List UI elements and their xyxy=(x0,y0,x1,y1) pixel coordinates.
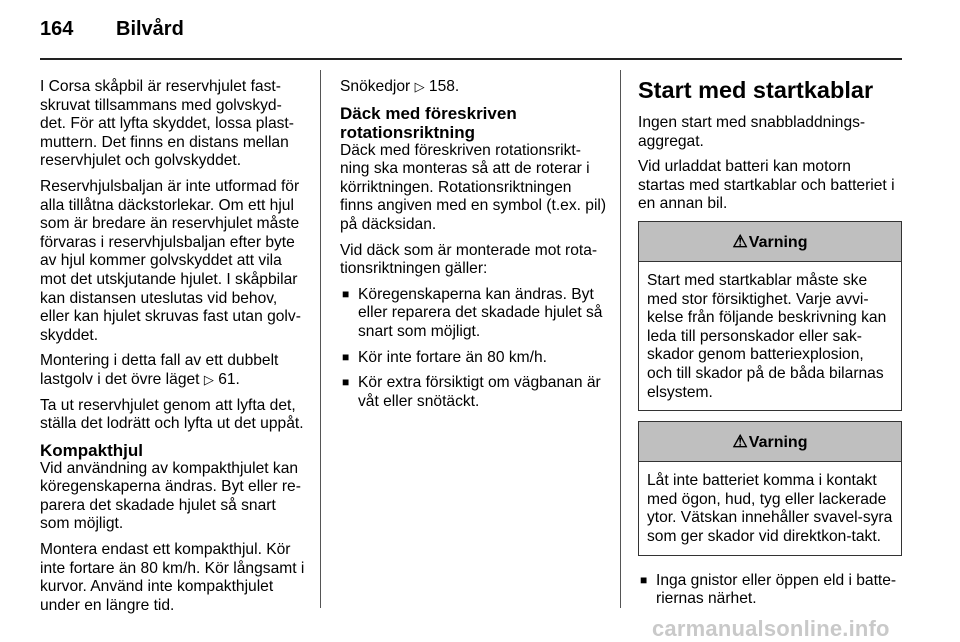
list-item xyxy=(340,349,608,368)
column-divider-2 xyxy=(620,70,621,608)
paragraph: Vid däck som är monterade mot rota-tionsriktningen gäller: xyxy=(340,241,598,278)
column-3 xyxy=(638,76,902,616)
bullet-icon: ■ xyxy=(342,286,350,301)
bullet-list xyxy=(340,286,608,412)
paragraph: Ingen start med snabbladdnings-aggregat. xyxy=(638,114,866,150)
warning-title: Varning xyxy=(748,434,808,452)
list-item xyxy=(340,374,608,411)
bullet-icon: ■ xyxy=(342,349,350,364)
column-2 xyxy=(340,78,608,418)
paragraph: Ta ut reservhjulet genom att lyfta det, ställa det lodrätt och lyfta ut det uppåt. xyxy=(40,396,304,433)
paragraph: I Corsa skåpbil är reservhjulet fast-skruvat tillsammans med golvskyd-det. För att lyfta skyddet, lossa plast-muttern. Det finns en distans mellan reservhjulet och golvskyddet. xyxy=(40,78,294,170)
watermark: carmanualsonline.info xyxy=(652,616,890,641)
warning-triangle-icon: ⚠ xyxy=(732,231,748,251)
list-item-text: Kör inte fortare än 80 km/h. xyxy=(358,348,547,366)
paragraph: Reservhjulsbaljan är inte utformad för alla tillåtna däckstorlekar. Om ett hjul som är bredare än reservhjulet måste förvaras i reservhjulsbaljan efter byte av hjul kommer golvskyddet att vila mot det utskjutande hjulet. I skåpbilar kan distansen uteslutas vid behov, eller kan hjulet skruvas fast utan golv-skyddet. xyxy=(40,177,301,344)
header-rule xyxy=(40,58,902,60)
column-divider-1 xyxy=(320,70,321,608)
warning-triangle-icon: ⚠ xyxy=(732,432,748,452)
warning-header xyxy=(639,422,901,462)
page-title: Bilvård xyxy=(116,18,184,40)
page-ref-link[interactable]: 61. xyxy=(218,370,240,388)
bullet-list xyxy=(638,572,902,609)
list-item xyxy=(340,286,608,342)
paragraph-text: Montering i detta fall av ett dubbelt lastgolv i det övre läget xyxy=(40,352,279,388)
list-item-text: Köregenskaperna kan ändras. Byt eller reparera det skadade hjulet så snart som möjligt. xyxy=(358,285,603,340)
paragraph: Montera endast ett kompakthjul. Kör inte fortare än 80 km/h. Kör långsamt i kurvor. Använd inte kompakthjulet under en längre tid. xyxy=(40,541,305,614)
warning-box xyxy=(638,421,902,555)
list-item-text: Kör extra försiktigt om vägbanan är våt eller snötäckt. xyxy=(358,374,601,410)
warning-body: Låt inte batteriet komma i kontakt med ögon, hud, tyg eller lackerade ytor. Vätskan innehåller svavel-syra som ger skador vid direktkon-takt. xyxy=(647,472,893,545)
bullet-icon: ■ xyxy=(342,375,350,390)
paragraph: Vid urladdat batteri kan motorn startas med startkablar och batteriet i en annan bil. xyxy=(638,158,895,213)
paragraph xyxy=(40,352,306,389)
paragraph-text: Snökedjor xyxy=(340,78,411,95)
section-heading-rotation: Däck med föreskriven rotationsriktning xyxy=(340,103,517,142)
page-ref-link[interactable]: 158. xyxy=(428,78,460,95)
section-heading-startkablar: Start med startkablar xyxy=(638,77,874,103)
bullet-icon: ■ xyxy=(640,572,648,587)
paragraph: Vid användning av kompakthjulet kan köregenskaperna ändras. Byt eller re-parera det skadade hjulet så snart som möjligt. xyxy=(40,459,301,533)
paragraph xyxy=(340,78,608,97)
warning-title: Varning xyxy=(748,233,808,251)
page-ref-arrow-icon: ▷ xyxy=(203,371,214,387)
page-ref-arrow-icon: ▷ xyxy=(414,79,425,94)
page-number: 164 xyxy=(40,18,74,40)
warning-header xyxy=(639,222,901,262)
warning-body: Start med startkablar måste ske med stor försiktighet. Varje avvi-kelse från följande beskrivning kan leda till personskador eller sak-skador genom batteriexplosion, och till skador på de båda bilarnas elsystem. xyxy=(647,271,887,401)
list-item xyxy=(638,572,902,609)
list-item-text: Inga gnistor eller öppen eld i batte-riernas närhet. xyxy=(656,571,897,608)
column-1 xyxy=(40,78,306,622)
paragraph: Däck med föreskriven rotationsrikt-ning ska monteras så att de roterar i körriktningen. Rotationsriktningen finns angiven med en symbol (t.ex. pil) på däcksidan. xyxy=(340,141,607,233)
section-heading-kompakthjul: Kompakthjul xyxy=(40,440,143,460)
warning-box xyxy=(638,221,902,411)
